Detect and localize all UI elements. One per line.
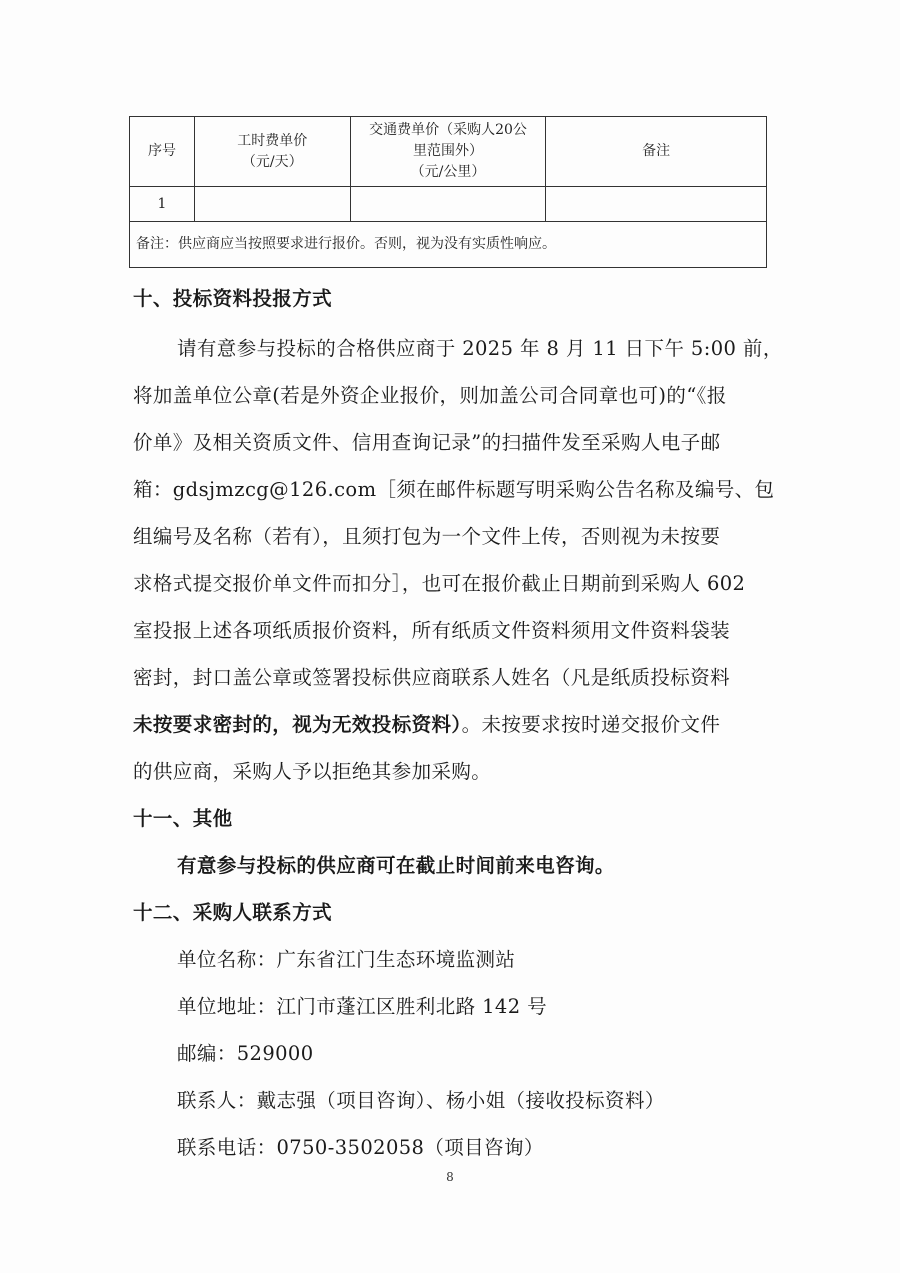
page-number: 8 [446,1170,454,1184]
header-transport-line2: 里范围外） [413,143,484,159]
section10-line-6: 求格式提交报价单文件而扣分］，也可在报价截止日期前到采购人 602 [133,572,746,595]
section10-line-7: 室投报上述各项纸质报价资料，所有纸质文件资料须用文件资料袋装 [133,619,731,642]
table-note: 备注：供应商应当按照要求进行报价。否则，视为没有实质性响应。 [130,222,767,268]
header-labor-line2: （元/天） [241,153,303,170]
table-note-row [130,222,767,268]
header-transport-price [350,117,546,187]
section10-line-5: 组编号及名称（若有），且须打包为一个文件上传，否则视为未按要 [133,525,721,548]
section12-contact: 联系人：戴志强（项目咨询）、杨小姐（接收投标资料） [177,1089,665,1112]
section12-address: 单位地址：江门市蓬江区胜利北路 142 号 [177,995,548,1018]
section11-text: 有意参与投标的供应商可在截止时间前来电咨询。 [177,854,615,877]
header-labor-line1: 工时费单价 [237,132,308,149]
section12-postcode: 邮编：529000 [177,1042,314,1065]
table-row [130,187,767,222]
cell-seq: 1 [130,187,195,222]
header-transport-line1: 交通费单价（采购人20公 [369,122,527,138]
section10-title: 十、投标资料投报方式 [133,287,333,310]
cell-remark [546,187,767,222]
section10-line-10: 的供应商，采购人予以拒绝其参加采购。 [133,760,492,783]
section10-line-4: 箱：gdsjmzcg@126.com［须在邮件标题写明采购公告名称及编号、包 [133,478,775,501]
section12-unit-name: 单位名称：广东省江门生态环境监测站 [177,948,516,971]
header-transport-line3: （元/公里） [410,164,486,180]
section10-line-1: 请有意参与投标的合格供应商于 2025 年 8 月 11 日下午 5:00 前， [177,337,783,360]
section10-line-9 [133,709,720,737]
section10-line-3: 价单》及相关资质文件、信用查询记录”的扫描件发至采购人电子邮 [133,431,721,454]
header-seq: 序号 [130,117,195,187]
section11-title: 十一、其他 [133,807,233,830]
section12-title: 十二、采购人联系方式 [133,901,333,924]
section10-line-8: 密封，封口盖公章或签署投标供应商联系人姓名（凡是纸质投标资料 [133,666,731,689]
header-labor-price [194,117,350,187]
cell-transport [350,187,546,222]
header-remark: 备注 [546,117,767,187]
section12-phone: 联系电话：0750-3502058（项目咨询） [177,1136,544,1159]
section10-after-bold: 。未按要求按时递交报价文件 [461,713,721,736]
cell-labor [194,187,350,222]
quote-table [129,116,767,268]
section10-line-2: 将加盖单位公章(若是外资企业报价，则加盖公司合同章也可)的“《报 [133,384,727,407]
section10-bold-text: 未按要求密封的，视为无效投标资料） [133,713,462,736]
table-header-row [130,117,767,187]
